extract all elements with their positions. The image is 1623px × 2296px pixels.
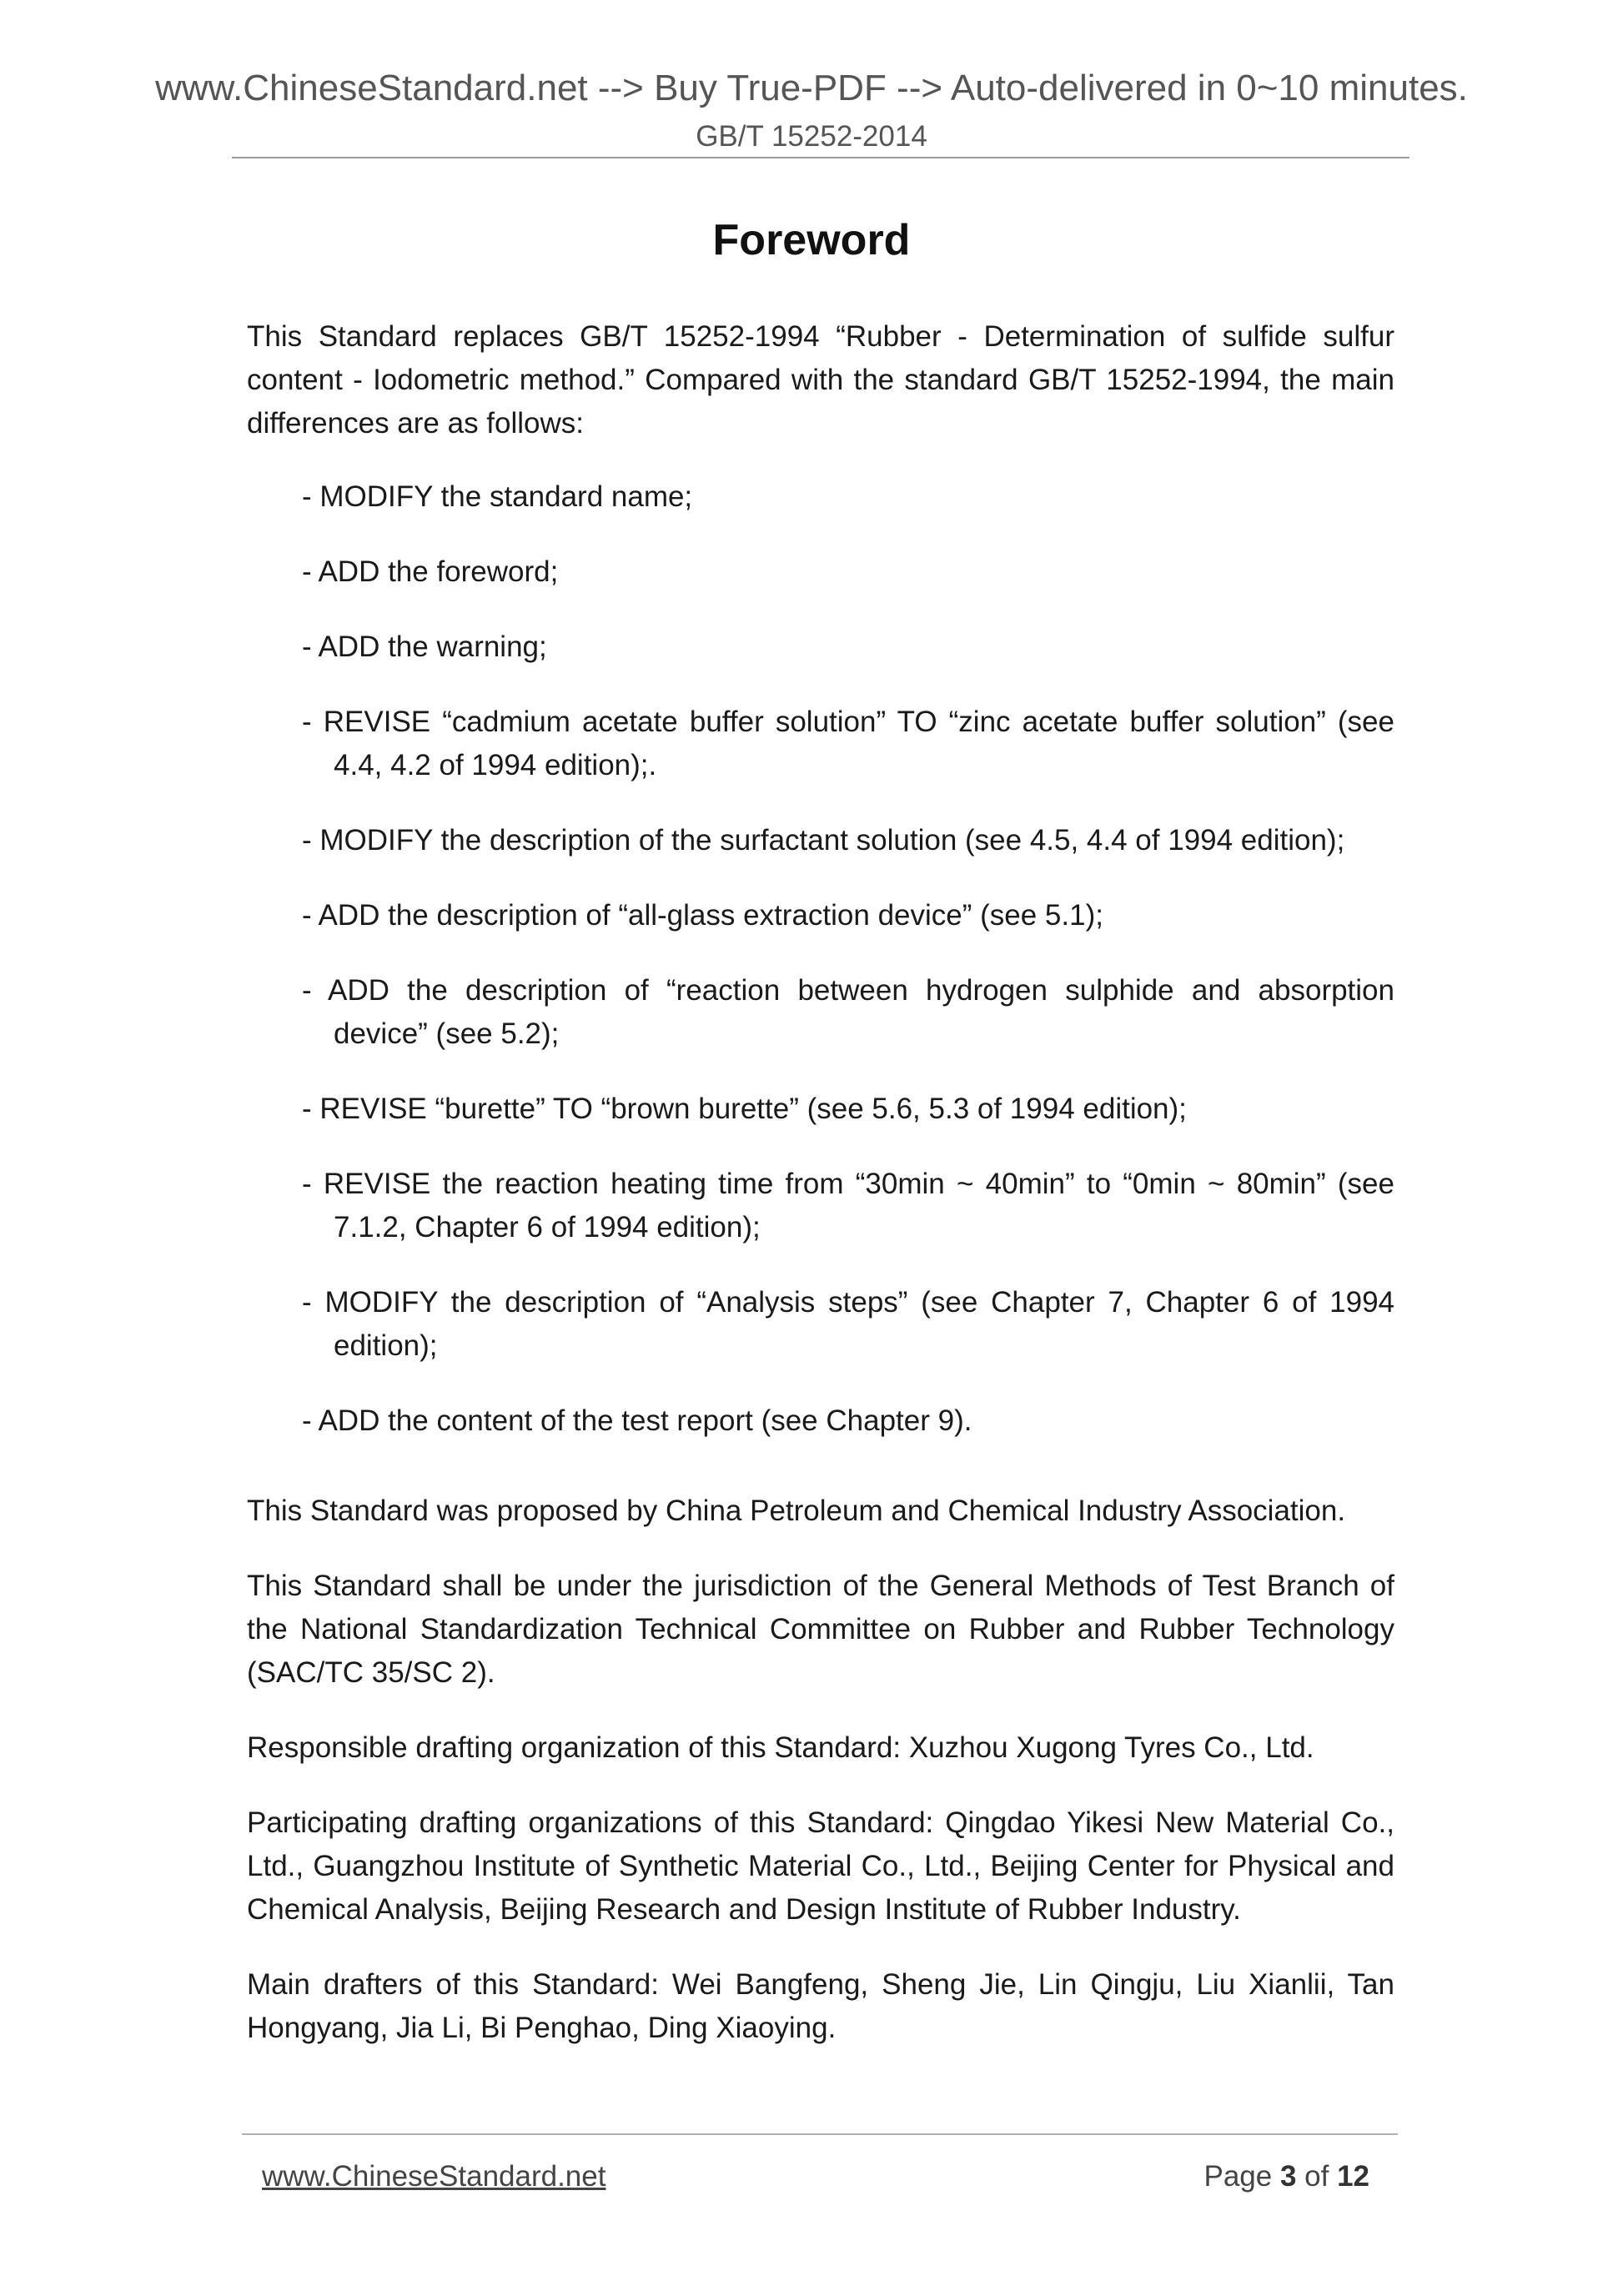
page-prefix: Page — [1203, 2160, 1280, 2193]
header-divider — [232, 157, 1409, 158]
list-item: - ADD the content of the test report (see Chapter 9). — [302, 1404, 972, 1437]
page-of: of — [1296, 2160, 1338, 2193]
drafters-paragraph: Main drafters of this Standard: Wei Bangfeng, Sheng Jie, Lin Qingju, Liu Xianlii, Tan Hongyang, Jia Li, Bi Penghao, Ding Xiaoying. — [247, 1968, 1394, 2044]
footer-website-link[interactable]: www.ChineseStandard.net — [262, 2160, 606, 2193]
list-item: - REVISE “burette” TO “brown burette” (see 5.6, 5.3 of 1994 edition); — [302, 1093, 1187, 1125]
list-item: - MODIFY the description of the surfactant solution (see 4.5, 4.4 of 1994 edition); — [302, 824, 1345, 857]
document-code: GB/T 15252-2014 — [696, 120, 927, 153]
list-item: - ADD the description of “reaction between hydrogen sulphide and absorption device” (see 5.2); — [302, 974, 1394, 1050]
current-page: 3 — [1279, 2160, 1297, 2193]
header-banner: www.ChineseStandard.net --> Buy True-PDF --> Auto-delivered in 0~10 minutes. — [155, 68, 1468, 108]
list-item: - ADD the warning; — [302, 631, 547, 663]
list-item: - REVISE “cadmium acetate buffer solution” TO “zinc acetate buffer solution” (see 4.4, 4.2 of 1994 edition);. — [302, 706, 1394, 781]
total-pages: 12 — [1337, 2160, 1369, 2193]
responsible-org-paragraph: Responsible drafting organization of this Standard: Xuzhou Xugong Tyres Co., Ltd. — [247, 1731, 1314, 1764]
intro-paragraph: This Standard replaces GB/T 15252-1994 “Rubber - Determination of sulfide sulfur content - Iodometric method.” Compared with the standard GB/T 15252-1994, the main differences are as follows: — [247, 320, 1394, 440]
proposer-paragraph: This Standard was proposed by China Petroleum and Chemical Industry Association. — [247, 1495, 1346, 1527]
list-item: - ADD the description of “all-glass extraction device” (see 5.1); — [302, 899, 1103, 932]
list-item: - MODIFY the standard name; — [302, 480, 693, 513]
changes-list — [302, 475, 1394, 1475]
participating-orgs-paragraph: Participating drafting organizations of this Standard: Qingdao Yikesi New Material Co., Ltd., Guangzhou Institute of Synthetic Material Co., Ltd., Beijing Center for Physical and Chemical Analysis, Beijing Research and Design Institute of Rubber Industry. — [247, 1806, 1394, 1926]
footer-divider — [242, 2133, 1398, 2135]
list-item: - ADD the foreword; — [302, 555, 559, 588]
page-title: Foreword — [712, 216, 911, 264]
page-number — [1203, 2158, 1369, 2195]
jurisdiction-paragraph: This Standard shall be under the jurisdiction of the General Methods of Test Branch of the National Standardization Technical Committee on Rubber and Rubber Technology (SAC/TC 35/SC 2). — [247, 1570, 1394, 1689]
list-item: - REVISE the reaction heating time from “30min ~ 40min” to “0min ~ 80min” (see 7.1.2, Chapter 6 of 1994 edition); — [302, 1168, 1394, 1243]
list-item: - MODIFY the description of “Analysis steps” (see Chapter 7, Chapter 6 of 1994 edition); — [302, 1286, 1394, 1362]
